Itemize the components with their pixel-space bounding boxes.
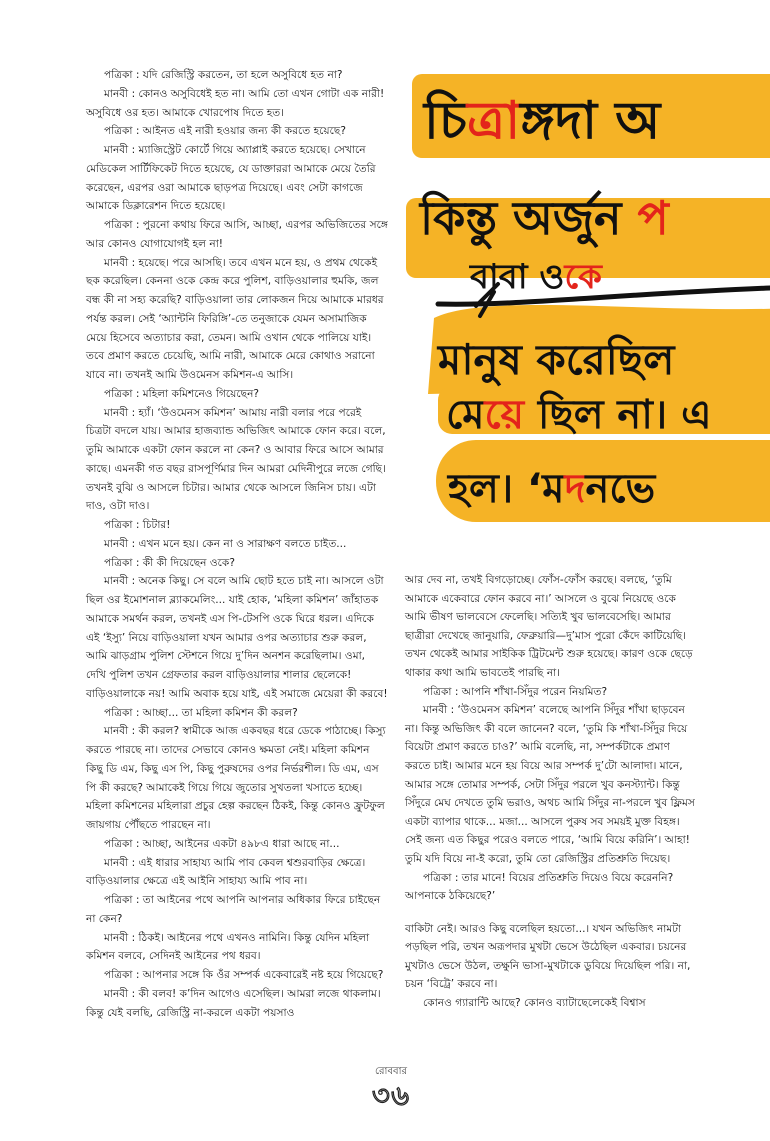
artwork-line-pre: মানুষ করেছিল	[438, 335, 675, 384]
paragraph: পত্রিকা : আপনার সঙ্গে কি ওঁর সম্পর্ক একেবারেই নষ্ট হয়ে গিয়েছে?	[104, 969, 384, 981]
artwork-line-pre: হল। ‘ম	[448, 466, 565, 512]
magazine-brand: রোববার	[375, 1066, 407, 1077]
page-number: ৩৬	[371, 1079, 411, 1112]
paragraph: বাকিটা নেই। আরও কিছু বলেছিল হয়তো...। যখন অভিজিৎ নামটা পড়ছিল পরি, তখন অরূপদার মুখটা ভেসে উঠেছিল একবার। চয়নের মুখটাও ভেসে উঠল, তক্ষুনি ভাসা-মুখটাকে ডুবিয়ে দিয়েছিল পরি। না, চয়ন ‘বিট্রে’ করবে না।	[405, 922, 691, 991]
artwork-line-post: ছিল না। এ	[524, 392, 712, 438]
paragraph: পত্রিকা : আচ্ছা, আইনের একটা ৪৯৮এ ধারা আছে না...	[104, 837, 340, 850]
artwork-line	[436, 334, 676, 386]
artwork-line-pre: চি	[424, 91, 467, 151]
right-column	[405, 571, 697, 1013]
artwork-line	[469, 257, 603, 297]
paragraph: মানবী : এখন মনে হয়। কেন না ও সারাক্ষণ বলতে চাইত...	[104, 537, 347, 550]
paragraph: মানবী : অনেক কিছু। সে বলে আমি ছোট হতে চাই না। আসলে ওটা ছিল ওর ইমোশনাল ব্ল্যাকমেলিং... যাই হোক, ‘মহিলা কমিশন’ জাঁহাতক আমাকে সমর্থন করল, তখনই এস পি-টেসপি ওকে ঘিরে ধরল। এদিকে এই ‘ইস্যু’ নিয়ে বাড়িওয়ালা যখন আমার ওপর অত্যাচার শুরু করল, আমি ঝাড়গ্রাম পুলিশ স্টেশনে গিয়ে দু’দিন অনশন করেছিলাম। ওমা, দেখি পুলিশ তখন গ্রেফতার করল বাড়িওয়ালার শালার ছেলেকে! বাড়িওয়ালাকে নয়! আমি অবাক হয়ে যাই, এই সমাজে মেয়েরা কী করবে!	[86, 575, 388, 700]
paragraph: মানবী : হ্যাঁ। ‘উওমেনস কমিশন’ আমায় নারী বলার পরে পরেই চিত্রটা বদলে যায়। আমার হাজব্যান্ড অভিজিৎ আমাকে ফোন করে। বলে, তুমি আমাকে একটা ফোন করলে না কেন? ও আবার ফিরে আসে আমার কাছে। এমনকী গত বছর রাসপূর্ণিমার দিন আমরা মেদিনীপুরে লজে গেছি। তখনই বুঝি ও আসলে চিটার। আমার থেকে আসলে জিনিস চায়। এটা দাও, ওটা দাও।	[86, 406, 386, 513]
artwork-line-post: নভে	[585, 466, 656, 512]
artwork-line-post: ঙ্গদা অ	[520, 91, 661, 151]
artwork-line-accent: ত্রা	[466, 91, 521, 151]
paragraph: পত্রিকা : আচ্ছা... তা মহিলা কমিশন কী করল?	[104, 706, 298, 719]
artwork-line-accent: প	[637, 191, 669, 245]
artwork-line-pre: মে	[446, 392, 485, 438]
paragraph: মানবী : কী করল? স্বামীকে আজ একবছর ধরে ডেকে পাঠাচ্ছে। কিস্যু করতে পারছে না। তাদের সেভাবে কোনও ক্ষমতা নেই। মহিলা কমিশন কিছু ডি এম, কিছু এস পি, কিছু পুরুষদের ওপর নির্ভরশীল। ডি এম, এস পি কী করছে? আমাকেই গিয়ে গিয়ে জুতোর সুখতলা খসাতে হচ্ছে। মহিলা কমিশনের মহিলারা প্রচুর হেল্প করছেন ঠিকই, কিন্তু কোনও ফ্রুটফুল জায়গায় পৌঁছতে পারছেন না।	[86, 725, 386, 831]
paragraph: পত্রিকা : মহিলা কমিশনেও গিয়েছেন?	[104, 387, 260, 400]
paragraph: মানবী : ঠিকই। আইনের পথে এখনও নামিনি। কিন্তু যেদিন মহিলা কমিশন বলবে, সেদিনই আইনের পথ ধরব।	[86, 931, 370, 963]
paragraph: মানবী : ম্যাজিস্ট্রেট কোর্টে গিয়ে অ্যাপ্লাই করতে হয়েছে। সেখানে মেডিকেল সার্টিফিকেট দিতে হয়েছে, যে ডাক্তাররা আমাকে মেয়ে তৈরি করেছেন, এরপর ওরা আমাকে ছাড়পত্র দিয়েছে। এবং সেটা কাগজে আমাকে ডিক্লারেশন দিতে হয়েছে।	[86, 144, 376, 213]
paragraph: পত্রিকা : আপনি শাঁখা-সিঁদুর পরেন নিয়মিত?	[423, 685, 608, 698]
artwork-line-accent: দ	[564, 466, 586, 512]
artwork-line-pre: বাবা ও	[470, 257, 565, 297]
artwork-line	[422, 89, 662, 151]
left-column	[86, 66, 388, 1022]
artwork-line	[446, 466, 656, 512]
paragraph: আর দেব না, তখই বিগড়োচ্ছে। ফোঁস-ফোঁস করছে। বলছে, ‘তুমি আমাকে একেবারে ফোন করবে না।’ আসলে ও বুঝে নিয়েছে ওকে আমি ভীষণ ভালবেসে ফেলেছি। সত্যিই খুব ভালবেসেছি। আমার ছাত্রীরা দেখেছে জানুয়ারি, ফেব্রুয়ারি—দু’মাস পুরো কেঁদে কাটিয়েছি। তখন থেকেই আমার সাইকিক ট্রিটমেন্ট শুরু হয়েছে। কারণ ওকে ছেড়ে থাকার কথা আমি ভাবতেই পারছি না।	[405, 574, 693, 679]
paragraph: মানবী : কোনও অসুবিধেই হত না। আমি তো এখন গোটা এক নারী! অসুবিধে ওর হত। আমাকে খোরপোষ দিতে হত।	[86, 87, 385, 119]
artwork-line	[446, 390, 712, 438]
paragraph: মানবী : ‘উওমেনস কমিশন’ বলেছে আপনি সিঁদুর শাঁখা ছাড়বেন না। কিন্তু অভিজিৎ কী বলে জানেন? বলে, ‘তুমি কি শাঁখা-সিঁদুর দিয়ে বিয়েটা প্রমাণ করতে চাও?’ আমি বলেছি, না, সম্পর্কটাকে প্রমাণ করতে চাই। আমার মনে হয় বিয়ে আর সম্পর্ক দু’টো আলাদা। মানে, আমার সঙ্গে তোমার সম্পর্ক, সেটা সিঁদুর পরলে খুব কনস্ট্যান্ট। কিন্তু সিঁদুরে মেঘ দেখতে তুমি ভরাও, অথচ আমি সিঁদুর না-পরলে খুব ফ্লিমস একটা ব্যাপার থাকে... মজা... আসলে পুরুষ সব সময়ই মুক্ত বিহঙ্গ। সেই জন্য এত কিছুর পরেও বলতে পারে, ‘আমি বিয়ে করিনি’। আহা! তুমি যদি বিয়ে না-ই করো, তুমি তো রেজিস্ট্রির প্রতিশ্রুতি দিয়েছ।	[405, 704, 695, 865]
artwork-svg	[398, 56, 770, 568]
paragraph: পত্রিকা : পুরনো কথায় ফিরে আসি, আচ্ছা, এরপর অভিজিতের সঙ্গে আর কোনও যোগাযোগই হল না!	[86, 219, 388, 250]
paragraph: মানবী : কী বলব! ক’দিন আগেও এসেছিল। আমরা লজে থাকলাম। কিন্তু যেই বলছি, রেজিস্ট্রি না-করলে একটা পয়সাও	[86, 987, 381, 1019]
paragraph: পত্রিকা : কী কী দিয়েছেন ওকে?	[104, 556, 235, 569]
artwork-line-accent: য়ে	[484, 392, 525, 438]
paragraph: মানবী : হয়েছে। পরে আসছি। তবে এখন মনে হয়, ও প্রথম থেকেই ছক করেছিল। কেননা ওকে কেন্দ্র করে পুলিশ, বাড়িওয়ালার হুমকি, জল বন্ধ কী না সহ্য করেছি? বাড়িওয়ালা তার লোকজন দিয়ে আমাকে মারধর পর্যন্ত করল। সেই ‘অ্যান্টনি ফিরিঙ্গি’-তে তনুজাকে যেমন অসামাজিক মেয়ে হিসেবে অত্যাচার করা, তেমন। আমি ওখান থেকে পালিয়ে যাই। তবে প্রমাণ করতে চেয়েছি, আমি নারী, আমাকে মেরে কোথাও সরানো যাবে না। তখনই আমি উওমেনস কমিশন-এ আসি।	[86, 256, 384, 381]
paragraph: পত্রিকা : তার মানে! বিয়ের প্রতিশ্রুতি দিয়েও বিয়ে করেননি? আপনাকে ঠকিয়েছে?’	[405, 871, 674, 903]
paragraph: মানবী : এই ধারার সাহায্য আমি পাব কেবল শ্বশুরবাড়ির ক্ষেত্রে। বাড়িওয়ালার ক্ষেত্রে এই আইনি সাহায্য আমি পাব না।	[86, 856, 366, 888]
artwork-line-accent: কে	[564, 257, 602, 297]
paragraph: পত্রিকা : তা আইনের পথে আপনি আপনার অধিকার ফিরে চাইছেন না কেন?	[86, 894, 381, 925]
paragraph: পত্রিকা : চিটার!	[104, 519, 171, 531]
paragraph: পত্রিকা : আইনত এই নারী হওয়ার জন্য কী করতে হয়েছে?	[104, 125, 346, 138]
artwork-line-pre: কিন্তু অর্জুন	[420, 191, 638, 245]
paragraph: পত্রিকা : যদি রেজিস্ট্রি করতেন, তা হলে অসুবিধে হত না?	[104, 69, 343, 81]
calligraphy-artwork	[398, 56, 770, 568]
artwork-line	[418, 190, 671, 249]
paragraph-gap	[405, 906, 697, 920]
paragraph: কোনও গ্যারান্টি আছে? কোনও ব্যাটাছেলেকেই বিশ্বাস	[423, 997, 646, 1010]
